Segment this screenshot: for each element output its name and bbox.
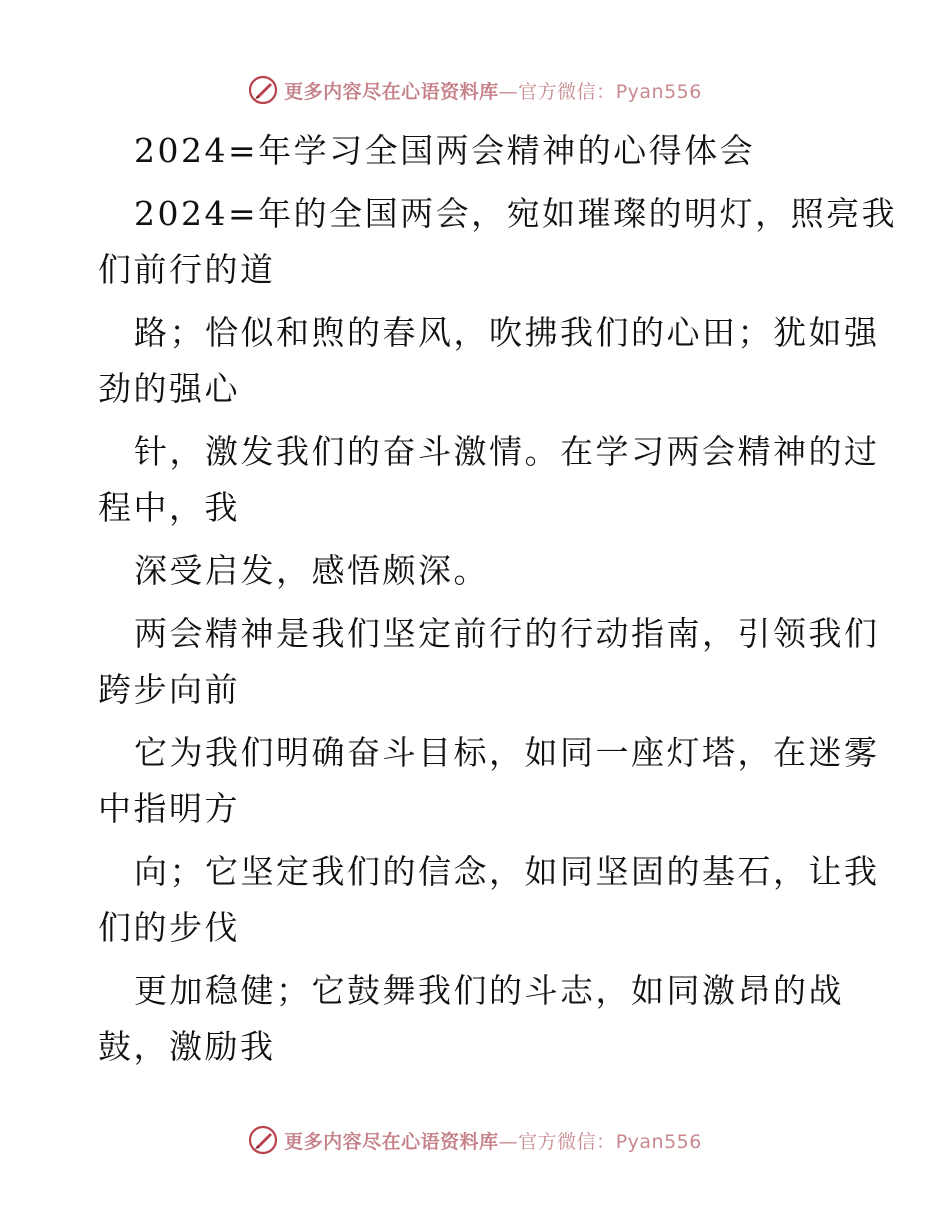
paragraph-line: 它为我们明确奋斗目标，如同一座灯塔，在迷雾 — [134, 733, 880, 772]
document-title: 2024=年学习全国两会精神的心得体会 — [134, 131, 756, 170]
paragraph-line: 鼓，激励我 — [98, 1027, 276, 1066]
watermark-prefix: 更多内容尽在心语资料库 — [284, 80, 499, 103]
watermark-prefix: 更多内容尽在心语资料库 — [284, 1130, 499, 1153]
paragraph-line: 们的步伐 — [98, 908, 240, 947]
paragraph-line: 更加稳健；它鼓舞我们的斗志，如同激昂的战 — [134, 971, 844, 1010]
document-body — [98, 116, 898, 1066]
paragraph-line: 程中，我 — [98, 488, 240, 527]
header-watermark — [0, 70, 950, 110]
watermark-middle: —官方微信： — [498, 1130, 616, 1153]
footer-watermark — [0, 1120, 950, 1160]
watermark-account: Pyan556 — [615, 1130, 702, 1153]
paragraph-line: 们前行的道 — [98, 250, 276, 289]
quill-logo-icon — [248, 75, 278, 105]
watermark-text — [284, 77, 702, 104]
paragraph-line: 中指明方 — [98, 789, 240, 828]
paragraph-line: 路；恰似和煦的春风，吹拂我们的心田；犹如强 — [134, 313, 880, 352]
paragraph-line: 向；它坚定我们的信念，如同坚固的基石，让我 — [134, 852, 880, 891]
paragraph-line: 劲的强心 — [98, 369, 240, 408]
paragraph-line: 跨步向前 — [98, 670, 240, 709]
paragraph-line: 针，激发我们的奋斗激情。在学习两会精神的过 — [134, 432, 880, 471]
watermark-text — [284, 1127, 702, 1154]
quill-logo-icon — [248, 1125, 278, 1155]
watermark-account: Pyan556 — [615, 80, 702, 103]
paragraph-line: 2024=年的全国两会，宛如璀璨的明灯，照亮我 — [134, 194, 898, 233]
paragraph-line: 两会精神是我们坚定前行的行动指南，引领我们 — [134, 614, 880, 653]
paragraph-line: 深受启发，感悟颇深。 — [134, 551, 489, 590]
watermark-middle: —官方微信： — [498, 80, 616, 103]
